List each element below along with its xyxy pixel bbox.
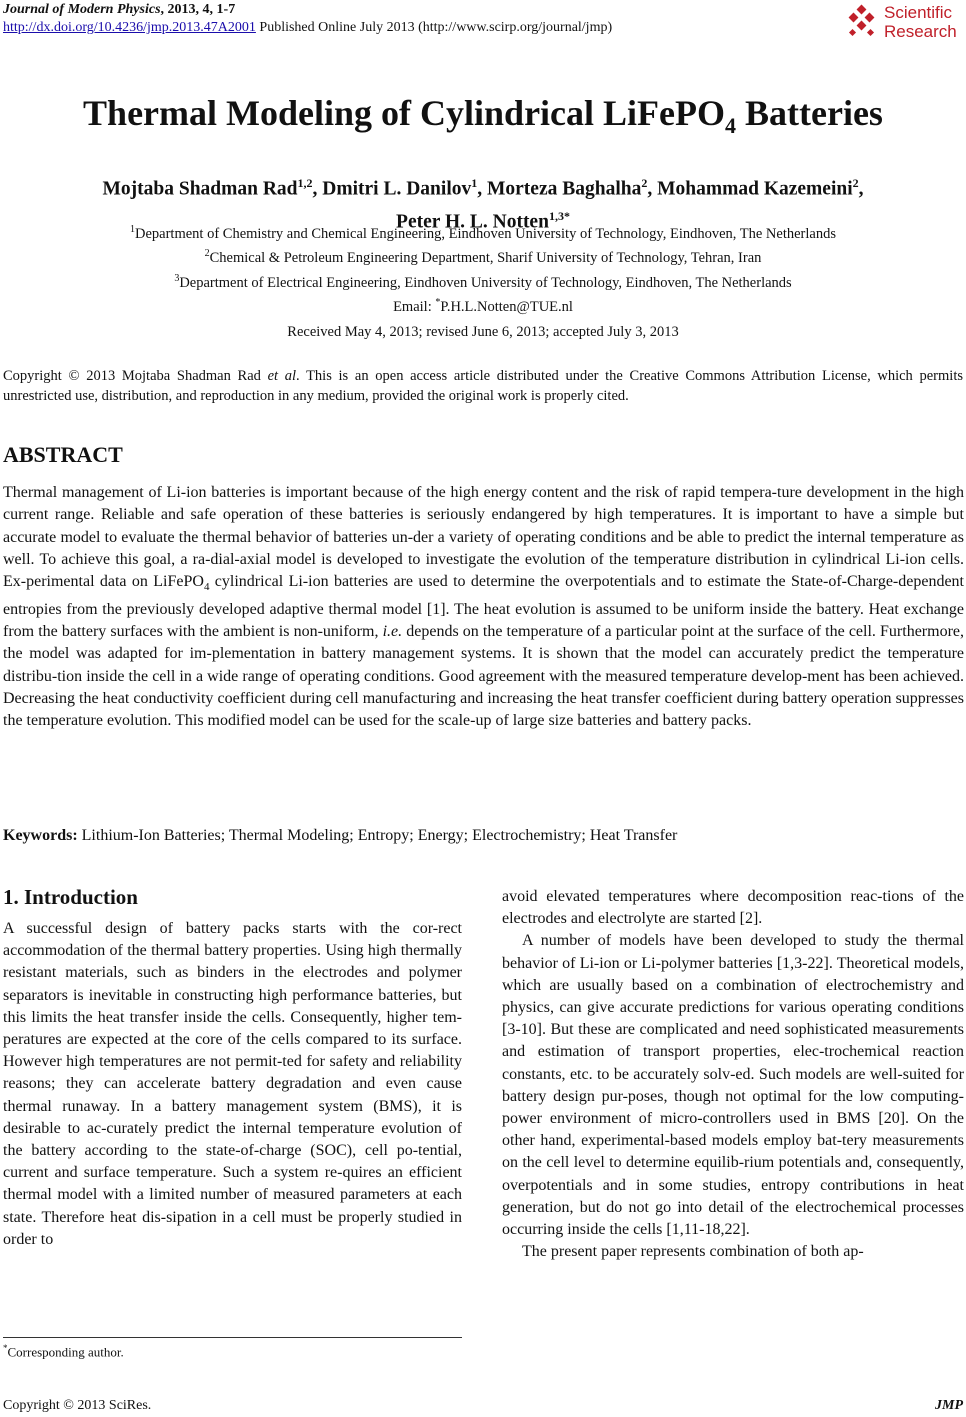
affiliation-1-text: Department of Chemistry and Chemical Engineering, Eindhoven University of Technology, Eindhoven, The Netherlands — [135, 225, 836, 242]
right-column — [502, 886, 964, 1263]
affiliation-2-num: 2 — [204, 248, 210, 260]
author-2-affil: 1 — [471, 176, 478, 190]
email-mark: * — [435, 296, 441, 308]
abstract-ie: i.e. — [382, 622, 403, 640]
email-line — [0, 293, 966, 317]
author-5: Peter H. L. Notten — [396, 211, 549, 232]
keywords — [3, 827, 677, 845]
affiliation-3-text: Department of Electrical Engineering, Eindhoven University of Technology, Eindhoven, The Netherlands — [179, 274, 792, 291]
abstract-text — [3, 482, 964, 732]
scirp-logo-icon — [844, 4, 880, 40]
footnote-text: Corresponding author. — [7, 1344, 124, 1360]
logo-text-1: Scientific — [884, 3, 953, 22]
section-heading-introduction: 1. Introduction — [3, 885, 138, 909]
intro-paragraph-3: The present paper represents combination of both ap- — [522, 1243, 864, 1261]
journal-name: Journal of Modern Physics — [3, 2, 161, 17]
footnote-divider — [3, 1337, 462, 1338]
author-2: , Dmitri L. Danilov — [312, 178, 472, 200]
author-4-affil: 2 — [852, 176, 859, 190]
affiliation-2-text: Chemical & Petroleum Engineering Department, Sharif University of Technology, Tehran, Iran — [209, 250, 762, 267]
author-1: Mojtaba Shadman Rad — [102, 178, 298, 200]
copyright-notice — [3, 366, 963, 406]
affiliation-3-num: 3 — [174, 272, 180, 284]
author-4: , Mohammad Kazemeini — [647, 178, 853, 200]
keywords-list: Lithium-Ion Batteries; Thermal Modeling; Entropy; Energy; Electrochemistry; Heat Transfer — [77, 827, 678, 844]
copyright-pre: Copyright © 2013 Mojtaba Shadman Rad — [3, 368, 268, 384]
author-5-affil: 1,3* — [548, 208, 570, 223]
affiliation-3 — [0, 269, 966, 293]
journal-volume: , 2013, 4, 1-7 — [160, 2, 236, 17]
footnote — [3, 1343, 124, 1360]
published-online: Published Online July 2013 (http://www.scirp.org/journal/jmp) — [255, 20, 613, 35]
doi-line — [3, 20, 612, 36]
author-4-tail: , — [858, 178, 864, 200]
affiliation-1 — [0, 220, 966, 244]
abstract-part-1: Thermal management of Li-ion batteries is important because of the high energy content and the risk of rapid tempera-ture development in the high current range. Reliable and safe operation of these batteries is seriously endangered by high temperatures. It is important to have a simple but accurate model to evaluate the thermal behavior of batteries un-der a variety of operating conditions and be able to predict the internal temperature as well. To achieve this goal, a ra-dial-axial model is developed to investigate the evolution of the temperature distribution in cylindrical Li-ion cells. Ex-perimental data on LiFePO — [3, 484, 964, 591]
title-subscript: 4 — [725, 113, 736, 139]
footer-copyright: Copyright © 2013 SciRes. — [3, 1398, 152, 1413]
abstract-subscript: 4 — [203, 581, 210, 594]
doi-link[interactable]: http://dx.doi.org/10.4236/jmp.2013.47A2001 — [3, 20, 256, 35]
scirp-logo — [844, 2, 964, 44]
abstract-part-3: depends on the temperature of a particular point at the surface of the cell. Furthermore, the model was adapted for im-plementation in battery management systems. It is shown that the model can accurately predict the temperature distribu-tion inside the cell in a wide range of operating conditions. Good agreement with the measured temperature develop-ment has been achieved. Decreasing the heat conductivity coefficient during cell manufacturing and increasing the heat transfer coefficient during battery operation suppresses the temperature evolution. This modified model can be used for the scale-up of large size batteries and battery packs. — [3, 622, 965, 730]
intro-paragraph-1: A successful design of battery packs starts with the cor-rect accommodation of the thermal battery properties. Using high thermally resistant materials, such as binders in the electrodes and polymer separators is inevitable in constructing high performance batteries, but this limits the heat transfer inside the cells. Consequently, higher tem-peratures are expected at the core of the cells compared to its surface. However high temperatures are not permit-ted for safety and reliability reasons; they can accelerate battery degradation and even cause thermal runaway. In a battery management system (BMS), it is desirable to ac-curately predict the internal temperature evolution of the battery according to the state-of-charge (SOC), cell po-tential, current and surface temperature. Such a system re-quires an efficient thermal model with a limited number of measured parameters at each state. Therefore heat dis-sipation in a cell must be properly studied in order to — [3, 920, 462, 1248]
received-dates: Received May 4, 2013; revised June 6, 2013; accepted July 3, 2013 — [287, 324, 679, 340]
title-text: Thermal Modeling of Cylindrical LiFePO — [83, 93, 725, 133]
email-label: Email: — [393, 298, 436, 315]
keywords-label: Keywords: — [3, 827, 78, 844]
left-column — [3, 884, 462, 1251]
logo-text-2: Research — [884, 22, 957, 41]
title-text-end: Batteries — [736, 93, 883, 133]
affiliation-1-num: 1 — [130, 224, 135, 235]
author-3-affil: 2 — [641, 176, 648, 190]
footer-journal-abbrev: JMP — [935, 1398, 963, 1413]
copyright-post: . This is an open access article distributed under the Creative Commons Attribution License, which permits unrestricted use, distribution, and reproduction in any medium, provided the original work is properly cited. — [3, 368, 963, 404]
copyright-etal: et al — [267, 368, 297, 384]
author-3: , Morteza Baghalha — [477, 178, 642, 200]
author-1-affil: 1,2 — [297, 176, 313, 190]
affiliation-2 — [0, 244, 966, 268]
intro-paragraph-2: A number of models have been developed to study the thermal behavior of Li-ion or Li-polymer batteries [1,3-22]. Theoretical models, which are usually based on a combination of electrochemistry and physics, can give accurate predictions for various operating conditions [3-10]. But these are complicated and need sophisticated measurements and estimation of transport properties, elec-trochemical reaction constants, etc. to be accurately solv-ed. Such models are well-suited for battery design pur-poses, though not optimal for the low computing-power environment of micro-controllers used in BMS [20]. On the other hand, experimental-based models employ bat-tery measurements on the cell level to determine equilib-rium potentials and, consequently, overpotentials and in some studies, entropy contributions in heat generation, but do not go into detail of the electrochemical processes occurring inside the cells [1,11-18,22]. — [502, 932, 964, 1239]
journal-citation — [3, 2, 235, 18]
footnote-mark: * — [3, 1343, 8, 1353]
abstract-part-2: cylindrical Li-ion batteries are used to determine the overpotentials and to estimate the State-of-Charge-dependent entropies from the previously developed adaptive thermal model [1]. The heat evolution is assumed to be uniform inside the battery. Heat exchange from the battery surfaces with the ambient is non-uniform, — [3, 573, 964, 640]
email-address[interactable]: P.H.L.Notten@TUE.nl — [440, 298, 573, 315]
abstract-heading: ABSTRACT — [3, 442, 123, 467]
intro-paragraph-continued: avoid elevated temperatures where decomposition reac-tions of the electrodes and electrolyte are started [2]. — [502, 888, 964, 928]
affiliations — [0, 220, 966, 317]
paper-title — [0, 92, 966, 139]
